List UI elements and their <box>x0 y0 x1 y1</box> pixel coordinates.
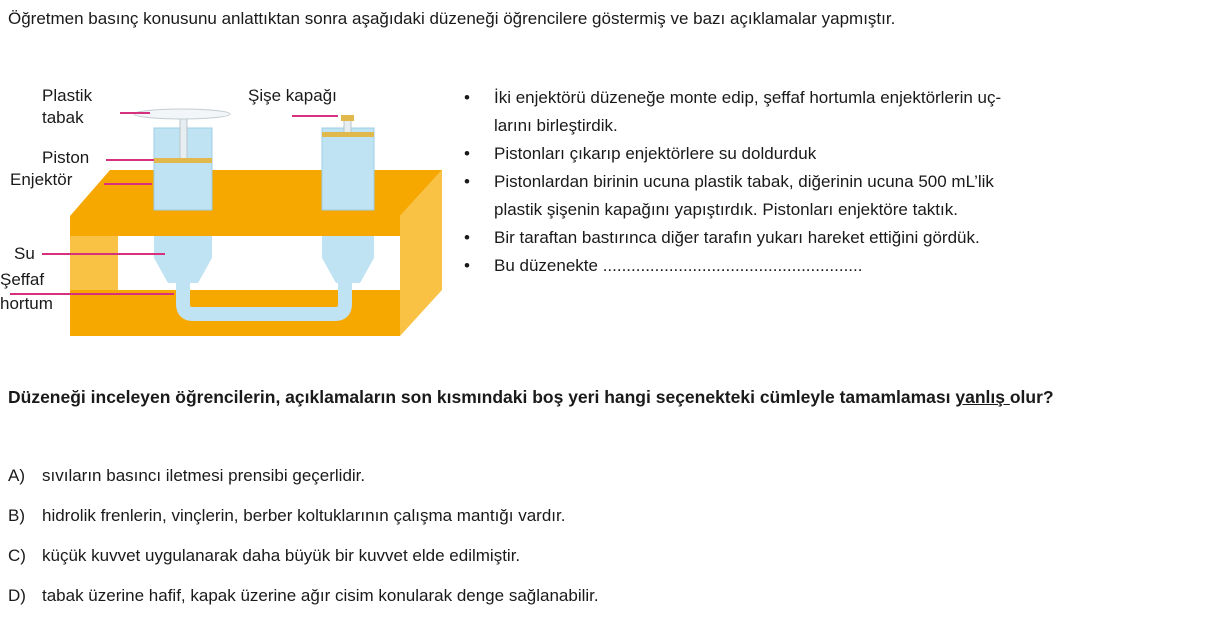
label-hortum: hortum <box>0 294 53 313</box>
label-sise-kapagi: Şişe kapağı <box>248 86 337 105</box>
list-item-line: Pistonlardan birinin ucuna plastik tabak, diğerinin ucuna 500 mL’lik <box>494 172 994 191</box>
list-item-line: Bir taraftan bastırınca diğer tarafın yukarı hareket ettiğini gördük. <box>494 228 980 247</box>
box-opening-left-shade <box>70 236 118 290</box>
right-syringe-body-lower <box>322 236 374 258</box>
option-text: tabak üzerine hafif, kapak üzerine ağır cisim konularak denge sağlanabilir. <box>42 586 599 605</box>
list-item-line: Bu düzenekte ....................................................... <box>494 256 863 275</box>
bottle-cap <box>341 115 354 121</box>
list-item <box>462 140 1182 168</box>
label-su: Su <box>14 244 35 263</box>
list-item-line: plastik şişenin kapağını yapıştırdık. Pistonları enjektöre taktık. <box>494 200 958 219</box>
option-text: küçük kuvvet uygulanarak daha büyük bir kuvvet elde edilmiştir. <box>42 546 521 565</box>
option-a[interactable] <box>8 466 599 486</box>
explanation-list <box>462 84 1182 280</box>
question-main: Düzeneği inceleyen öğrencilerin, açıklamaların son kısmındaki boş yeri hangi seçenekteki cümleyle tamamlaması <box>8 387 956 407</box>
option-text: sıvıların basıncı iletmesi prensibi geçerlidir. <box>42 466 366 485</box>
bullet-dot: • <box>464 144 470 163</box>
list-item-line: Pistonları çıkarıp enjektörlere su doldurduk <box>494 144 817 163</box>
bullet-dot: • <box>464 228 470 247</box>
list-item <box>462 252 1182 280</box>
option-letter: B) <box>8 506 25 525</box>
list-item-line: larını birleştirdik. <box>494 116 618 135</box>
option-d[interactable] <box>8 586 599 606</box>
option-letter: C) <box>8 546 26 565</box>
option-b[interactable] <box>8 506 599 526</box>
question-end: olur? <box>1009 387 1054 407</box>
bullet-dot: • <box>464 256 470 275</box>
option-text: hidrolik frenlerin, vinçlerin, berber koltuklarının çalışma mantığı vardır. <box>42 506 566 525</box>
label-enjektor: Enjektör <box>10 170 73 189</box>
list-item <box>462 224 1182 252</box>
bullet-dot: • <box>464 172 470 191</box>
question-emphasis: yanlış <box>955 387 1010 407</box>
syringe-apparatus-figure <box>0 78 450 350</box>
box-top-face <box>70 170 442 216</box>
left-piston-rod <box>180 118 187 160</box>
right-piston-head <box>322 132 374 137</box>
list-item <box>462 84 1182 140</box>
right-piston-rod <box>344 120 351 134</box>
list-item <box>462 168 1182 224</box>
label-piston: Piston <box>42 148 90 167</box>
bullet-dot: • <box>464 88 470 107</box>
left-piston-head <box>154 158 212 163</box>
label-seffaf: Şeffaf <box>0 270 45 289</box>
option-c[interactable] <box>8 546 599 566</box>
right-syringe-barrel <box>322 128 374 210</box>
list-item-line: İki enjektörü düzeneğe monte edip, şeffaf hortumla enjektörlerin uç- <box>494 88 1002 107</box>
intro-text: Öğretmen basınç konusunu anlattıktan sonra aşağıdaki düzeneği öğrencilere göstermiş ve bazı açıklamalar yapmıştır. <box>8 9 896 28</box>
question-text <box>8 382 1200 412</box>
option-letter: A) <box>8 466 25 485</box>
label-plastik: Plastik <box>42 86 93 105</box>
label-tabak: tabak <box>42 108 84 127</box>
option-letter: D) <box>8 586 26 605</box>
answer-options <box>8 466 599 626</box>
